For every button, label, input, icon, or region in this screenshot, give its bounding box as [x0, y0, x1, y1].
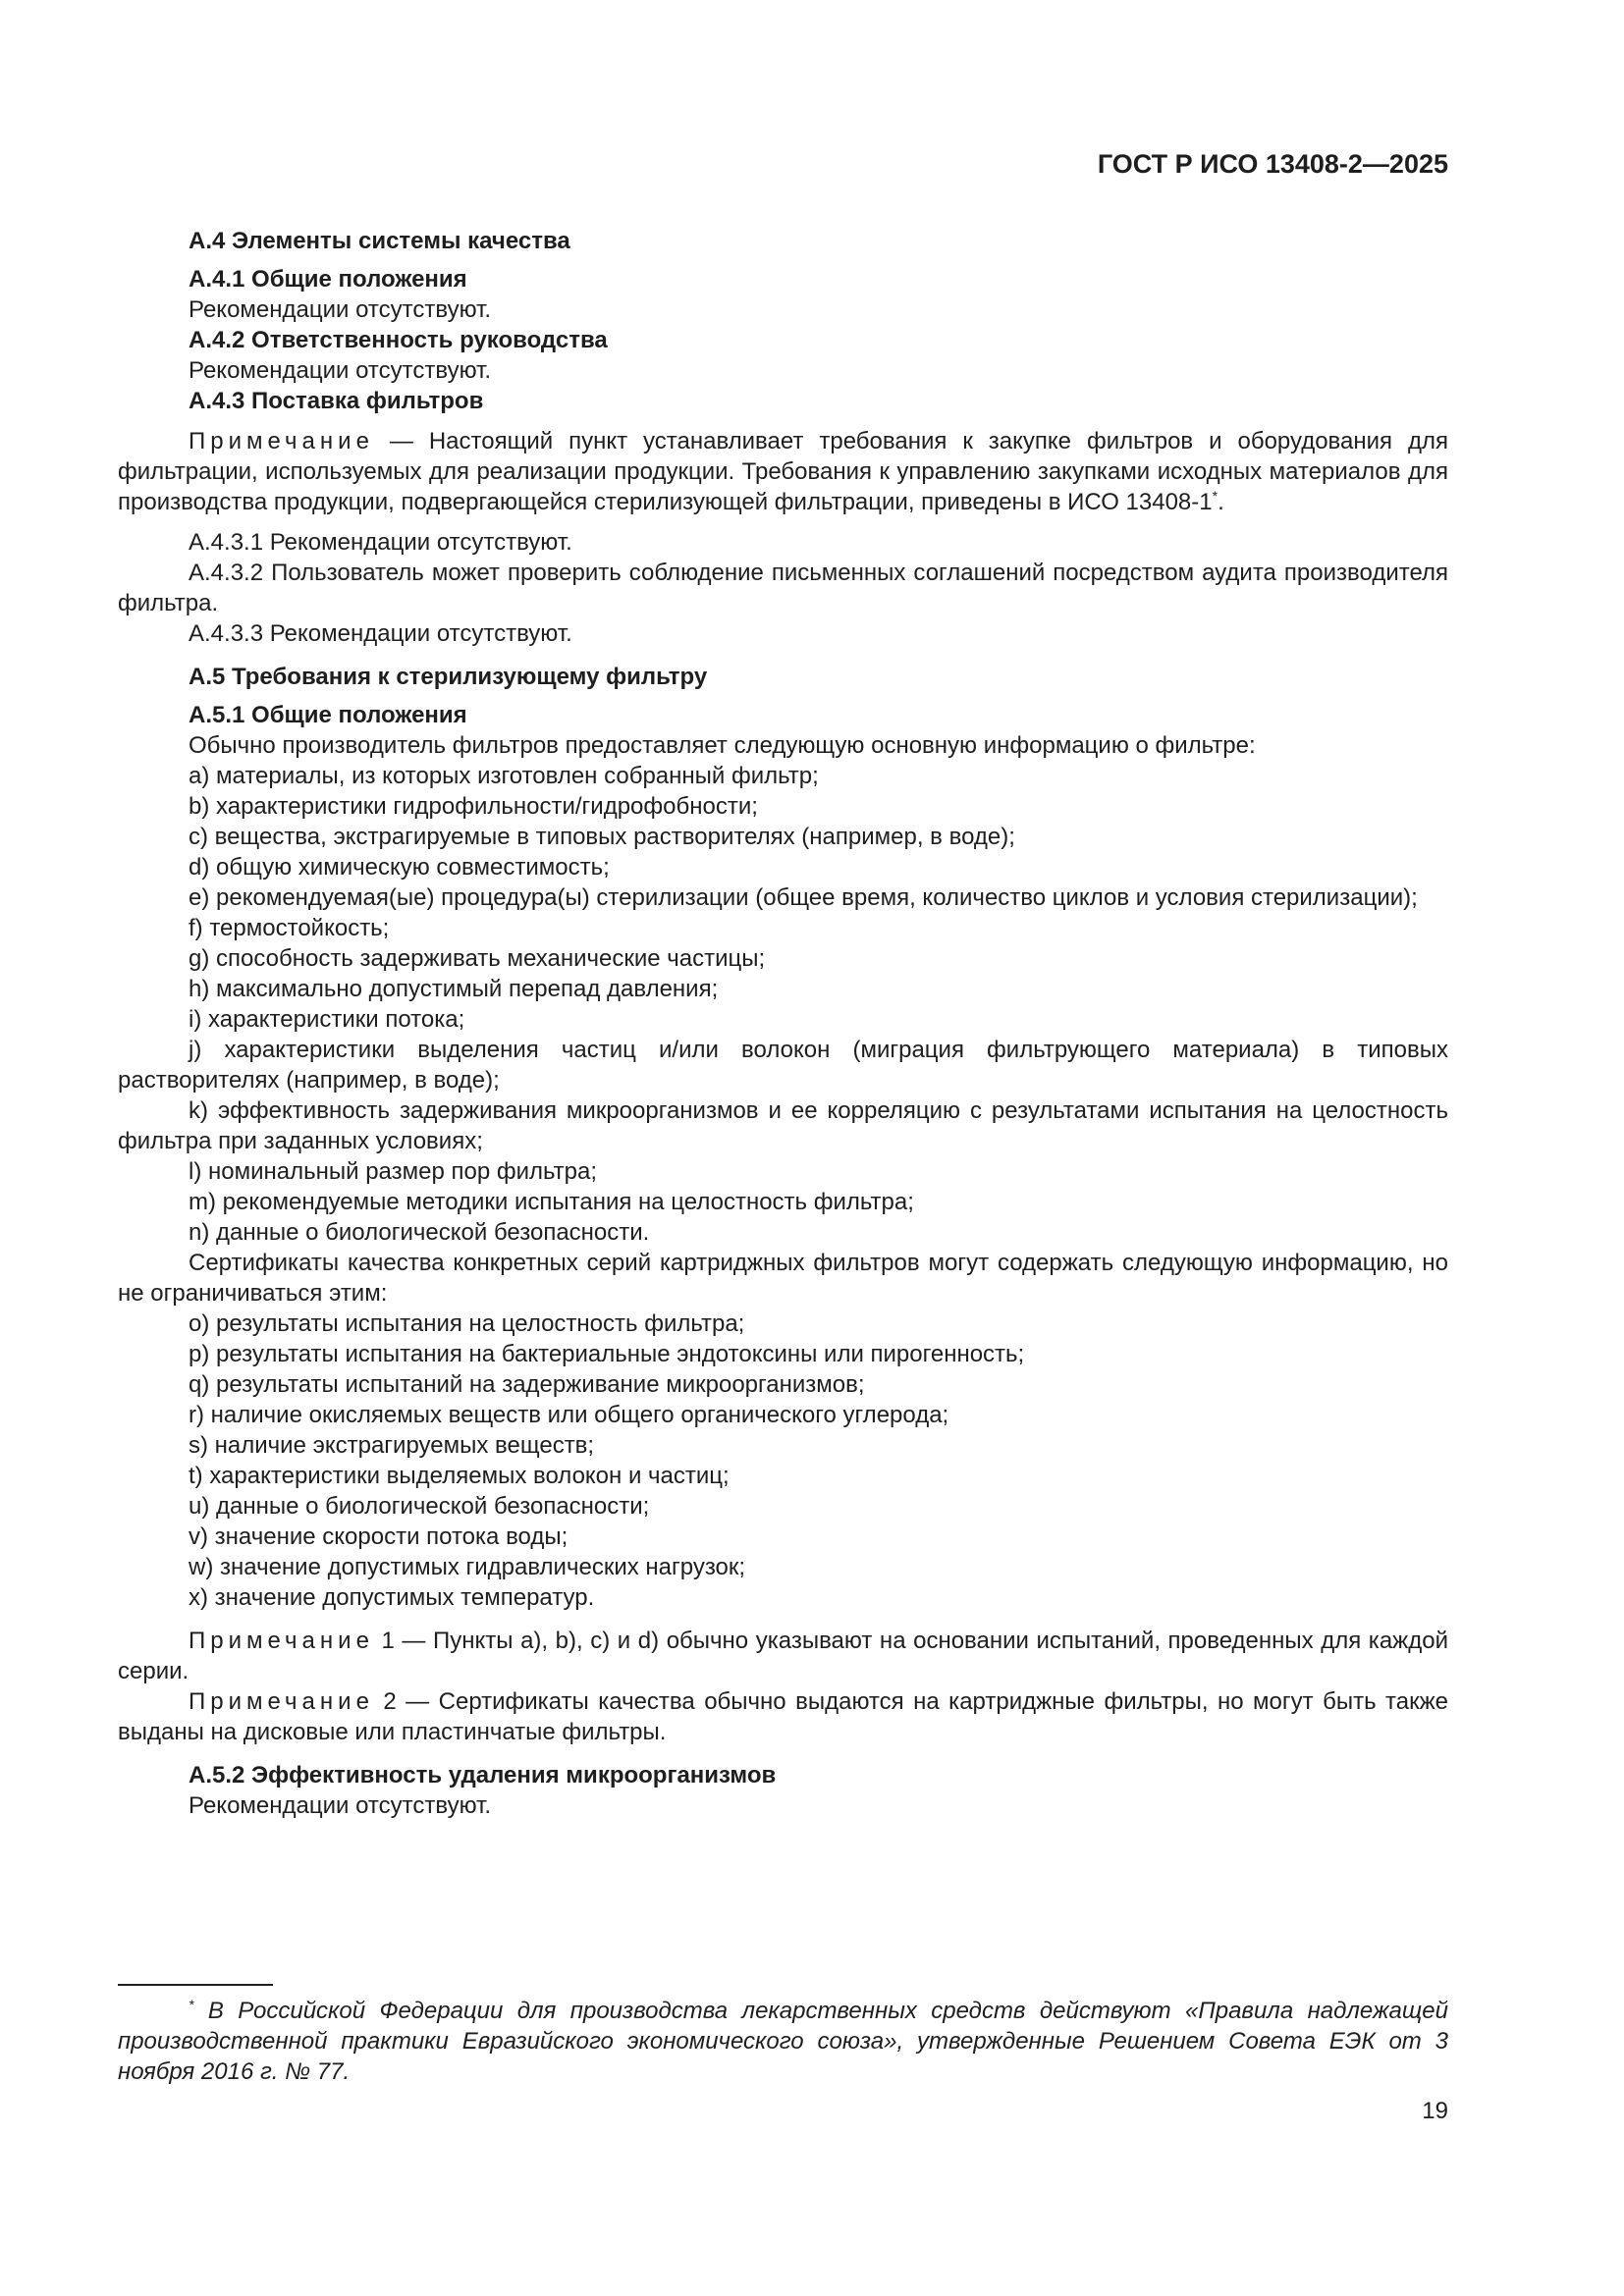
footnote-body: В Российской Федерации для производства лекарственных средств действуют «Правила надлежащей производственной практики Евразийского экономического союза», утвержденные Решением Совета ЕЭК от 3 ноября 2016 г. № 77. [118, 1998, 1448, 2085]
list-item: h) максимально допустимый перепад давления; [189, 976, 719, 1002]
section-a52-title: А.5.2 Эффективность удаления микроорганизмов [189, 1762, 777, 1789]
footnote-text [118, 1996, 1448, 2087]
section-a41-text: Рекомендации отсутствуют. [189, 296, 492, 323]
note-label: Примечание [189, 1688, 374, 1715]
list-item: a) материалы, из которых изготовлен собранный фильтр; [189, 763, 819, 789]
document-header: ГОСТ Р ИСО 13408-2—2025 [1097, 149, 1448, 179]
note-end: . [1218, 489, 1224, 515]
note-text: — Настоящий пункт устанавливает требования к закупке фильтров и оборудования для фильтрации, используемых для реализации продукции. Требования к управлению закупками исходных материалов для производства продукции, подвергающейся стерилизующей фильтрации, приведены в ИСО 13408-1 [118, 428, 1448, 515]
note-a43 [118, 426, 1448, 517]
list-item: n) данные о биологической безопасности. [189, 1219, 650, 1246]
certificate-intro: Сертификаты качества конкретных серий картриджных фильтров могут содержать следующую информацию, но не ограничиваться этим: [118, 1250, 1448, 1307]
note-label: Примечание [189, 428, 374, 454]
footnote-ref: * [1212, 488, 1218, 504]
footnote [118, 1996, 1448, 2087]
filter-info-list [118, 761, 1448, 1248]
list-item: w) значение допустимых гидравлических нагрузок; [189, 1554, 746, 1580]
section-a42-text: Рекомендации отсутствуют. [189, 357, 492, 384]
list-item: q) результаты испытаний на задерживание микроорганизмов; [189, 1371, 865, 1398]
list-item: i) характеристики потока; [189, 1006, 465, 1033]
list-item: t) характеристики выделяемых волокон и частиц; [189, 1463, 730, 1489]
section-a41-title: А.4.1 Общие положения [189, 266, 467, 293]
note-text: 1 — Пункты a), b), c) и d) обычно указывают на основании испытаний, проведенных для каждой серии. [118, 1628, 1448, 1684]
list-item: m) рекомендуемые методики испытания на целостность фильтра; [189, 1189, 914, 1215]
note-2 [118, 1686, 1448, 1747]
note-1 [118, 1626, 1448, 1686]
list-item: r) наличие окисляемых веществ или общего органического углерода; [189, 1402, 949, 1428]
note-label: Примечание [189, 1628, 374, 1654]
list-item: j) характеристики выделения частиц и/или волокон (миграция фильтрующего материала) в типовых растворителях (например, в воде); [118, 1037, 1448, 1094]
main-content [118, 226, 1448, 1821]
note-text: 2 — Сертификаты качества обычно выдаются на картриджные фильтры, но могут быть также выданы на дисковые или пластинчатые фильтры. [118, 1688, 1448, 1745]
list-item: g) способность задерживать механические частицы; [189, 945, 766, 972]
footnote-mark: * [189, 1997, 194, 2012]
list-item: k) эффективность задерживания микроорганизмов и ее корреляцию с результатами испытания на целостность фильтра при заданных условиях; [118, 1097, 1448, 1154]
clause-a431: А.4.3.1 Рекомендации отсутствуют. [189, 529, 572, 556]
footnote-divider [118, 1984, 273, 1986]
section-a43-title: А.4.3 Поставка фильтров [189, 388, 484, 414]
list-item: v) значение скорости потока воды; [189, 1523, 568, 1550]
clause-a433: А.4.3.3 Рекомендации отсутствуют. [189, 620, 572, 647]
section-a5-title: А.5 Требования к стерилизующему фильтру [189, 664, 708, 690]
section-a52-text: Рекомендации отсутствуют. [189, 1792, 492, 1819]
list-item: l) номинальный размер пор фильтра; [189, 1158, 597, 1185]
list-item: c) вещества, экстрагируемые в типовых растворителях (например, в воде); [189, 824, 1015, 850]
list-item: b) характеристики гидрофильности/гидрофобности; [189, 793, 758, 820]
section-a51-intro: Обычно производитель фильтров предоставляет следующую основную информацию о фильтре: [189, 732, 1256, 759]
section-a51-title: А.5.1 Общие положения [189, 702, 467, 728]
section-a42-title: А.4.2 Ответственность руководства [189, 327, 608, 353]
list-item: s) наличие экстрагируемых веществ; [189, 1432, 595, 1459]
list-item: f) термостойкость; [189, 915, 390, 941]
list-item: x) значение допустимых температур. [189, 1584, 595, 1611]
page-number: 19 [1422, 2098, 1448, 2124]
certificate-info-list [118, 1308, 1448, 1613]
list-item: p) результаты испытания на бактериальные эндотоксины или пирогенность; [189, 1341, 1025, 1367]
list-item: e) рекомендуемая(ые) процедура(ы) стерилизации (общее время, количество циклов и условия стерилизации); [189, 884, 1418, 911]
list-item: u) данные о биологической безопасности; [189, 1493, 650, 1520]
list-item: o) результаты испытания на целостность фильтра; [189, 1310, 745, 1337]
list-item: d) общую химическую совместимость; [189, 854, 610, 881]
section-a4-title: А.4 Элементы системы качества [189, 228, 570, 254]
clause-a432: А.4.3.2 Пользователь может проверить соблюдение письменных соглашений посредством аудита производителя фильтра. [118, 560, 1448, 616]
